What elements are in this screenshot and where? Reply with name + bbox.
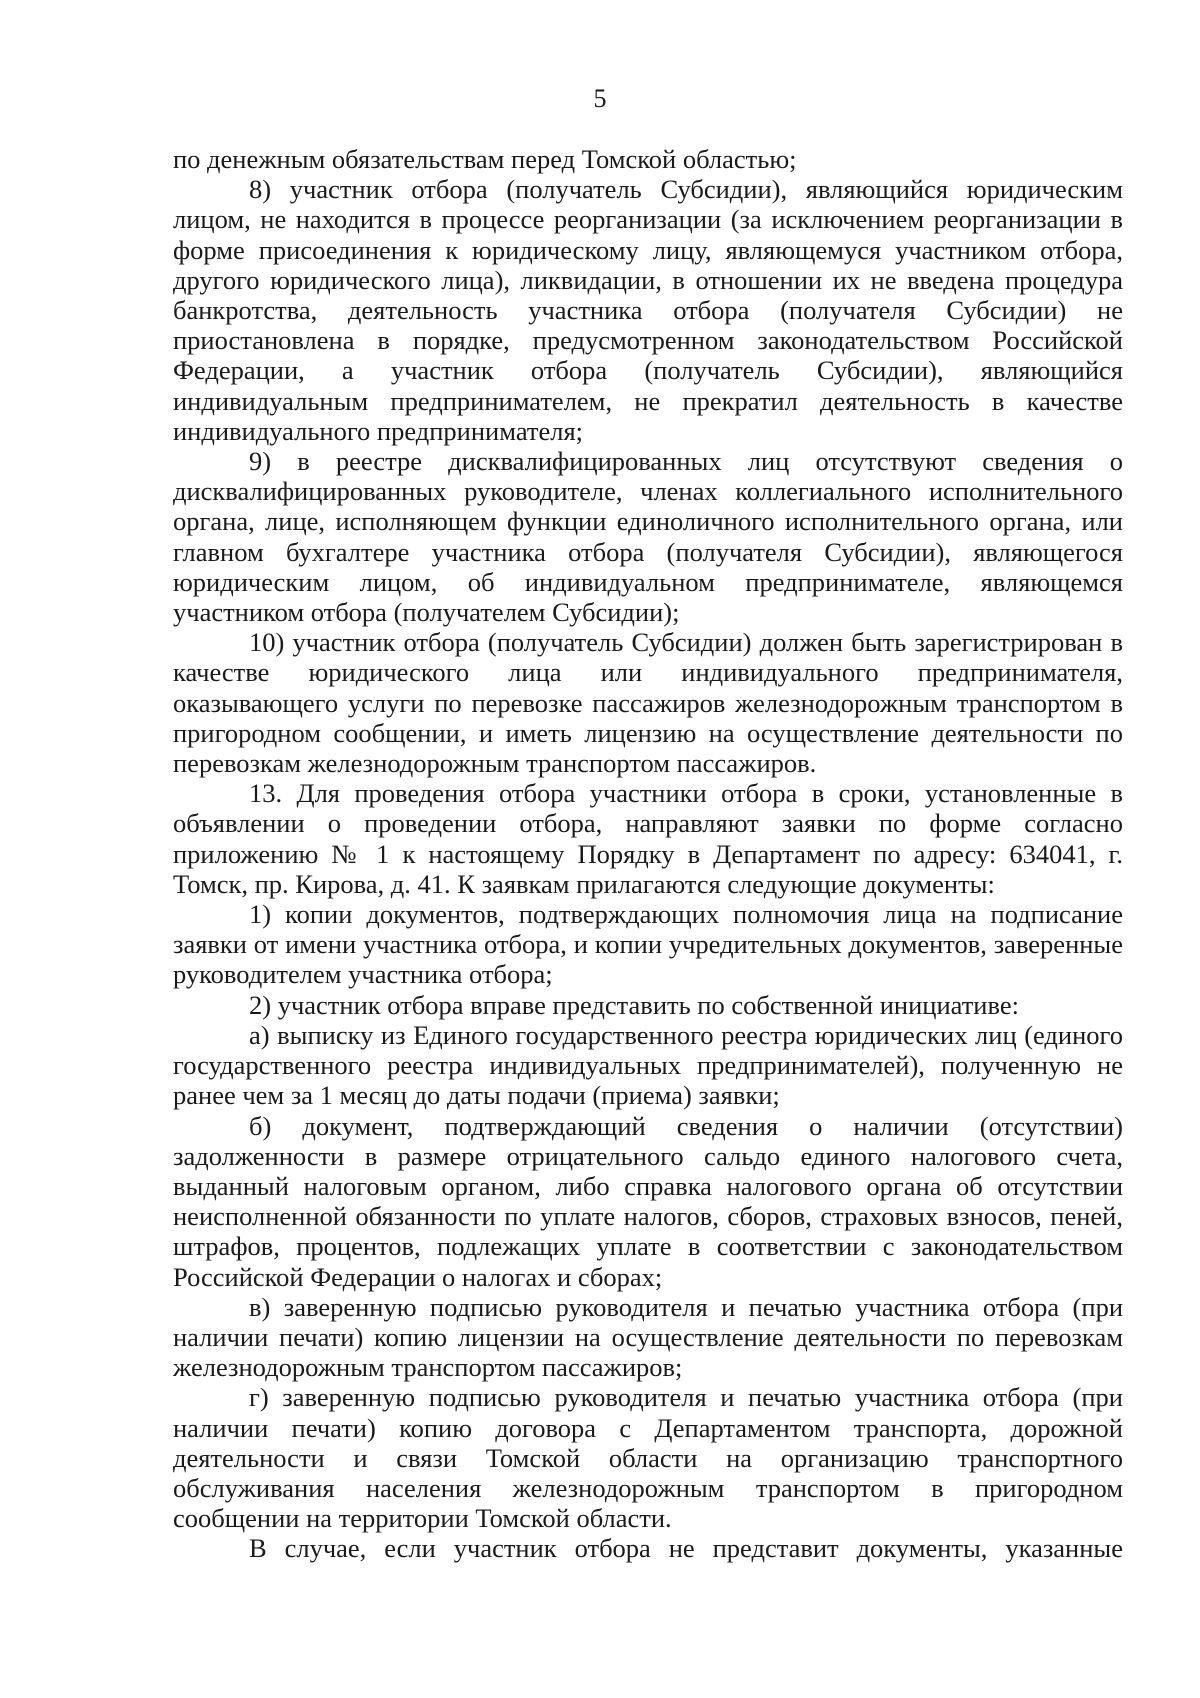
paragraph-continuation: по денежным обязательствам перед Томской областью; [173,144,797,174]
paragraph-clause-13: 13. Для проведения отбора участники отбора в сроки, установленные в объявлении о проведении отбора, направляют заявки по форме согласно приложению № 1 к настоящему Порядку в Департамент по адресу: 634041, г. Томск, пр. Кирова, д. 41. К заявкам прилагаются следующие документы: [173,778,1123,899]
paragraph-item-9: 9) в реестре дисквалифицированных лиц отсутствуют сведения о дисквалифицированных руководителе, членах коллегиального исполнительного органа, лице, исполняющем функции единоличного исполнительного органа, или главном бухгалтере участника отбора (получателя Субсидии), являющегося юридическим лицом, об индивидуальном предпринимателе, являющемся участником отбора (получателем Субсидии); [173,446,1123,628]
paragraph-final: В случае, если участник отбора не представит документы, указанные [249,1533,1123,1564]
paragraph-doc-2: 2) участник отбора вправе представить по собственной инициативе: [249,989,1019,1020]
paragraph-doc-2a: а) выписку из Единого государственного реестра юридических лиц (единого государственного реестра индивидуальных предпринимателей), полученную не ранее чем за 1 месяц до даты подачи (приема) заявки; [173,1019,1123,1111]
paragraph-doc-2g: г) заверенную подписью руководителя и печатью участника отбора (при наличии печати) копию договора с Департаментом транспорта, дорожной деятельности и связи Томской области на организацию транспортного обслуживания населения железнодорожным транспортом в пригородном сообщении на территории Томской области. [173,1382,1123,1534]
paragraph-doc-1: 1) копии документов, подтверждающих полномочия лица на подписание заявки от имени участника отбора, и копии учредительных документов, заверенные руководителем участника отбора; [173,899,1123,990]
paragraph-item-10: 10) участник отбора (получатель Субсидии) должен быть зарегистрирован в качестве юридического лица или индивидуального предпринимателя, оказывающего услуги по перевозке пассажиров железнодорожным транспортом в пригородном сообщении, и иметь лицензию на осуществление деятельности по перевозкам железнодорожным транспортом пассажиров. [173,627,1123,779]
paragraph-doc-2b: б) документ, подтверждающий сведения о наличии (отсутствии) задолженности в размере отрицательного сальдо единого налогового счета, выданный налоговым органом, либо справка налогового органа об отсутствии неисполненной обязанности по уплате налогов, сборов, страховых взносов, пеней, штрафов, процентов, подлежащих уплате в соответствии с законодательством Российской Федерации о налогах и сборах; [173,1110,1123,1292]
paragraph-item-8: 8) участник отбора (получатель Субсидии), являющийся юридическим лицом, не находится в процессе реорганизации (за исключением реорганизации в форме присоединения к юридическому лицу, являющемуся участником отбора, другого юридического лица), ликвидации, в отношении их не введена процедура банкротства, деятельность участника отбора (получателя Субсидии) не приостановлена в порядке, предусмотренном законодательством Российской Федерации, а участник отбора (получатель Субсидии), являющийся индивидуальным предпринимателем, не прекратил деятельность в качестве индивидуального предпринимателя; [173,174,1123,446]
document-text [173,144,1123,1564]
paragraph-doc-2v: в) заверенную подписью руководителя и печатью участника отбора (при наличии печати) копию лицензии на осуществление деятельности по перевозкам железнодорожным транспортом пассажиров; [173,1291,1123,1383]
page-number: 5 [593,84,607,113]
